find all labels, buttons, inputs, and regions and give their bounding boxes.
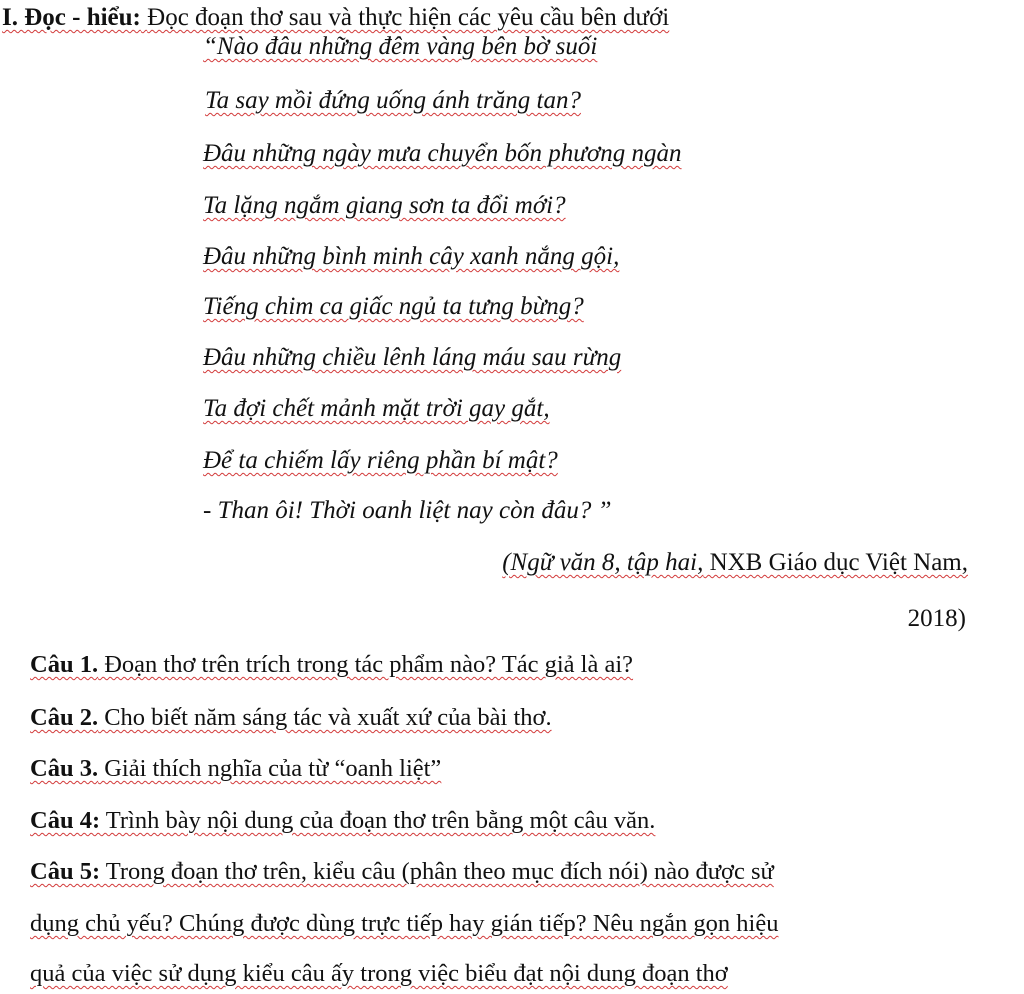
poem-line: Đâu những ngày mưa chuyển bốn phương ngàn: [203, 140, 682, 167]
question-label: Câu 3.: [30, 755, 99, 782]
question-3: [30, 754, 441, 784]
question-5-continued: dụng chủ yếu? Chúng được dùng trực tiếp hay gián tiếp? Nêu ngắn gọn hiệu: [30, 910, 779, 937]
poem-line: Ta lặng ngắm giang sơn ta đổi mới?: [203, 192, 566, 219]
source-year: 2018): [907, 605, 966, 632]
question-text: Đoạn thơ trên trích trong tác phẩm nào? Tác giả là ai?: [98, 651, 634, 678]
source-publisher: NXB Giáo dục Việt Nam,: [703, 549, 968, 576]
question-label: Câu 4:: [30, 807, 101, 834]
question-text: Cho biết năm sáng tác và xuất xứ của bài thơ.: [98, 704, 552, 731]
question-2: [30, 703, 552, 733]
question-5: [30, 857, 774, 887]
question-label: Câu 2.: [30, 704, 99, 731]
poem-line: Tiếng chim ca giấc ngủ ta tưng bừng?: [203, 293, 584, 320]
question-4: [30, 806, 655, 836]
section-instruction: Đọc đoạn thơ sau và thực hiện các yêu cầu bên dưới: [147, 4, 670, 31]
question-text: Trình bày nội dung của đoạn thơ trên bằng một câu văn.: [100, 807, 656, 834]
question-1: [30, 650, 633, 680]
section-label: I. Đọc - hiểu:: [2, 4, 141, 31]
question-text: Trong đoạn thơ trên, kiểu câu (phân theo mục đích nói) nào được sử: [100, 858, 774, 885]
poem-line: “Nào đâu những đêm vàng bên bờ suối: [203, 33, 598, 60]
question-label: Câu 1.: [30, 651, 99, 678]
source-citation: [502, 548, 968, 578]
poem-line: Ta say mồi đứng uống ánh trăng tan?: [205, 87, 581, 114]
poem-line: - Than ôi! Thời oanh liệt nay còn đâu? ”: [203, 497, 612, 524]
poem-line: Đâu những bình minh cây xanh nắng gội,: [203, 243, 620, 270]
poem-line: Ta đợi chết mảnh mặt trời gay gắt,: [203, 395, 550, 422]
question-label: Câu 5:: [30, 858, 101, 885]
poem-line: Để ta chiếm lấy riêng phần bí mật?: [203, 447, 558, 474]
section-heading: [2, 3, 669, 33]
question-text: Giải thích nghĩa của từ “oanh liệt”: [98, 755, 442, 782]
poem-line: Đâu những chiều lênh láng máu sau rừng: [203, 344, 622, 371]
question-5-continued: quả của việc sử dụng kiểu câu ấy trong việc biểu đạt nội dung đoạn thơ: [30, 960, 728, 987]
source-book: (Ngữ văn 8, tập hai,: [502, 549, 704, 576]
